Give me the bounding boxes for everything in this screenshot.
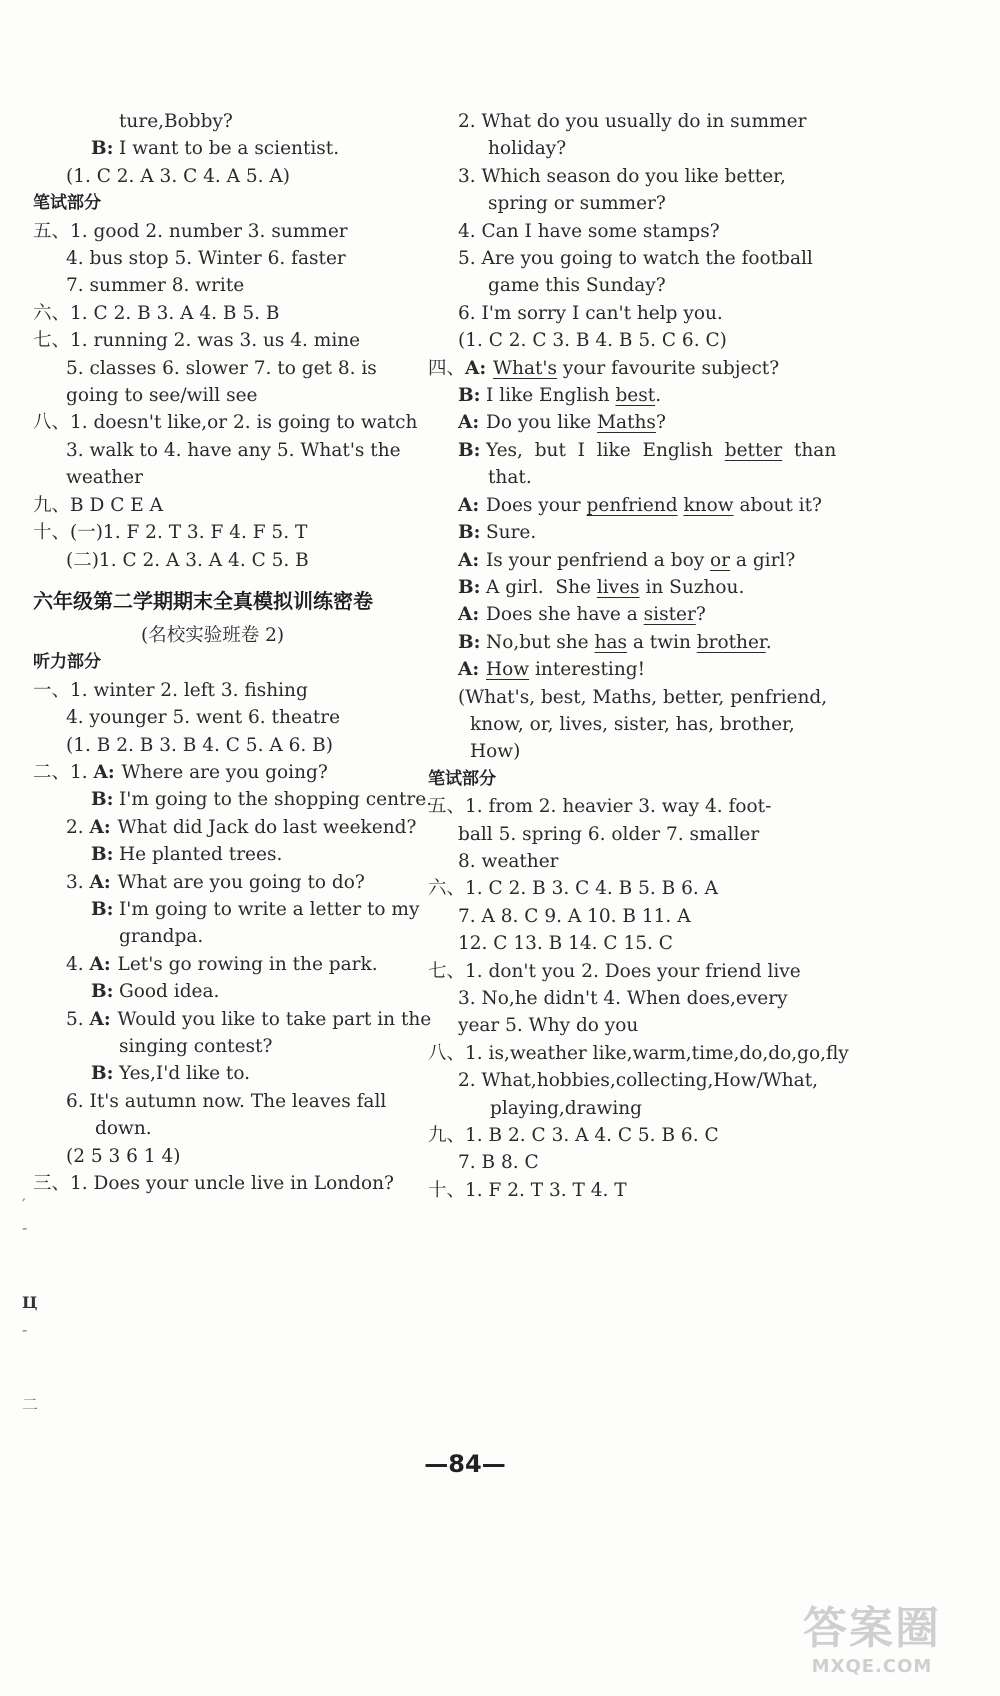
blank-answer: or: [710, 549, 731, 571]
question-line: game this Sunday?: [488, 275, 666, 297]
exam-title: 六年级第二学期期末全真模拟训练密卷: [33, 588, 373, 613]
answer-line: 12. C 13. B 14. C 15. C: [458, 933, 673, 955]
margin-mark: ′: [22, 1195, 26, 1214]
dialogue-line: [33, 869, 443, 896]
answer-line: 8. weather: [458, 850, 559, 872]
dialogue-text: a twin: [626, 631, 697, 653]
answer-line: 一、1. winter 2. left 3. fishing: [33, 679, 308, 701]
page-number: —84—: [424, 1450, 506, 1478]
answer-line: 4. bus stop 5. Winter 6. faster: [66, 248, 346, 270]
answer-line: 五、1. good 2. number 3. summer: [33, 220, 348, 242]
blank-answer: better: [724, 439, 783, 461]
margin-mark: Ц: [22, 1293, 38, 1312]
answer-key: know, or, lives, sister, has, brother,: [470, 713, 795, 735]
speaker-label: A:: [465, 357, 487, 379]
question-line: holiday?: [488, 138, 567, 160]
dialogue-text: .: [765, 631, 772, 653]
dialogue-text: I like English: [486, 385, 616, 407]
dialogue-text: ?: [695, 604, 706, 626]
item-number: 2.: [66, 816, 84, 838]
dialogue-line: [458, 629, 868, 656]
dialogue-line: [33, 759, 443, 786]
answer-key: (2 5 3 6 1 4): [66, 1145, 181, 1167]
answer-line: 4. younger 5. went 6. theatre: [66, 707, 341, 729]
blank-answer: sister: [643, 604, 696, 626]
dialogue-text: ?: [655, 412, 666, 434]
question-line: 三、1. Does your uncle live in London?: [33, 1173, 394, 1195]
dialogue-text: He planted trees.: [119, 844, 283, 866]
dialogue-line: [458, 382, 868, 409]
speaker-label: B:: [458, 439, 481, 461]
answer-key: (What's, best, Maths, better, penfriend,: [458, 686, 828, 708]
dialogue-text: I'm going to the shopping centre.: [119, 789, 433, 811]
answer-line: 7. B 8. C: [458, 1152, 539, 1174]
blank-answer: know: [683, 494, 734, 516]
answer-line: 五、1. from 2. heavier 3. way 4. foot-: [428, 796, 772, 818]
question-line: 2. What do you usually do in summer: [458, 111, 807, 132]
speaker-label: A:: [89, 1008, 111, 1030]
dialogue-line: [33, 896, 443, 923]
speaker-label: A:: [93, 761, 115, 783]
dialogue-text: Does your: [486, 494, 587, 516]
speaker-label: B:: [91, 138, 114, 160]
item-number: 5.: [66, 1008, 84, 1030]
text-line: 6. It's autumn now. The leaves fall: [66, 1090, 387, 1112]
answer-line: going to see/will see: [66, 385, 258, 407]
section-heading: 笔试部分: [33, 193, 101, 214]
dialogue-line: [458, 601, 868, 628]
speaker-label: B:: [91, 789, 114, 811]
dialogue-line: [33, 786, 443, 813]
dialogue-text: a girl?: [730, 549, 796, 571]
blank-answer: brother: [696, 631, 766, 653]
speaker-label: A:: [458, 549, 480, 571]
dialogue-text: Does she have a: [486, 604, 644, 626]
section-heading: 笔试部分: [428, 768, 496, 789]
answer-key: (1. C 2. A 3. C 4. A 5. A): [66, 165, 291, 187]
dialogue-line: [428, 355, 868, 382]
speaker-label: A:: [458, 412, 480, 434]
speaker-label: A:: [89, 871, 111, 893]
answer-line: 十、(一)1. F 2. T 3. F 4. F 5. T: [33, 522, 308, 544]
dialogue-text: your favourite subject?: [557, 357, 780, 379]
speaker-label: B:: [91, 844, 114, 866]
dialogue-line: [33, 814, 443, 841]
answer-line: 八、1. doesn't like,or 2. is going to watch: [33, 412, 418, 434]
margin-mark: -: [22, 1218, 28, 1237]
speaker-label: B:: [458, 576, 481, 598]
answer-line: 六、1. C 2. B 3. C 4. B 5. B 6. A: [428, 878, 719, 900]
dialogue-text: grandpa.: [119, 926, 204, 948]
answer-key: (1. B 2. B 3. B 4. C 5. A 6. B): [66, 734, 333, 756]
dialogue-text: Let's go rowing in the park.: [117, 953, 378, 975]
dialogue-line: [33, 1006, 443, 1033]
dialogue-line: [458, 519, 868, 546]
answer-line: 九、B D C E A: [33, 494, 163, 516]
dialogue-text: Good idea.: [119, 981, 220, 1003]
question-line: 3. Which season do you like better,: [458, 165, 786, 187]
dialogue-line: [33, 135, 443, 162]
answer-line: 7. A 8. C 9. A 10. B 11. A: [458, 905, 691, 927]
speaker-label: B:: [91, 1063, 114, 1085]
blank-answer: has: [594, 631, 627, 653]
left-column: [33, 108, 443, 1197]
right-column: [428, 108, 868, 1204]
speaker-label: A:: [89, 816, 111, 838]
answer-line: 7. summer 8. write: [66, 275, 245, 297]
dialogue-text: A girl. She: [486, 576, 597, 598]
margin-mark: 二: [22, 1395, 39, 1414]
answer-line: 六、1. C 2. B 3. A 4. B 5. B: [33, 302, 280, 324]
answer-line: 3. No,he didn't 4. When does,every: [458, 988, 788, 1009]
speaker-label: A:: [458, 659, 480, 681]
watermark-logo: 答案圈: [803, 1603, 941, 1654]
answer-line: 2. What,hobbies,collecting,How/What,: [458, 1070, 819, 1092]
answer-line: ball 5. spring 6. older 7. smaller: [458, 823, 760, 845]
dialogue-line: [458, 492, 868, 519]
blank-answer: Maths: [597, 412, 656, 434]
speaker-label: B:: [91, 981, 114, 1003]
section-heading: 听力部分: [33, 652, 101, 673]
dialogue-text: What are you going to do?: [117, 871, 365, 893]
blank-answer: best: [615, 385, 656, 407]
answer-line: weather: [66, 467, 143, 489]
question-line: 6. I'm sorry I can't help you.: [458, 302, 723, 324]
dialogue-line: [33, 1060, 443, 1087]
answer-line: year 5. Why do you: [458, 1015, 639, 1037]
dialogue-line: [458, 656, 868, 683]
blank-answer: lives: [596, 576, 640, 598]
question-line: 4. Can I have some stamps?: [458, 220, 720, 242]
answer-line: 七、1. don't you 2. Does your friend live: [428, 960, 801, 982]
answer-line: 3. walk to 4. have any 5. What's the: [66, 439, 401, 461]
dialogue-text: Is your penfriend a boy: [486, 549, 711, 571]
exam-subtitle: (名校实验班卷 2): [141, 624, 285, 646]
watermark-url: MXQE.COM: [811, 1656, 933, 1677]
item-number: 3.: [66, 871, 84, 893]
item-number: 4.: [66, 953, 84, 975]
item-number: 二、1.: [33, 761, 88, 783]
dialogue-line: [33, 978, 443, 1005]
dialogue-text: Would you like to take part in the: [117, 1008, 432, 1030]
watermark: [762, 1592, 982, 1682]
answer-line: playing,drawing: [490, 1097, 643, 1119]
speaker-label: A:: [458, 494, 480, 516]
speaker-label: B:: [458, 522, 481, 544]
answer-key: How): [470, 741, 521, 763]
text-line: ture,Bobby?: [119, 111, 233, 132]
speaker-label: B:: [458, 385, 481, 407]
blank-answer: penfriend: [586, 494, 678, 516]
answer-line: (二)1. C 2. A 3. A 4. C 5. B: [66, 549, 309, 571]
dialogue-line: [458, 547, 868, 574]
answer-key: (1. C 2. C 3. B 4. B 5. C 6. C): [458, 330, 727, 352]
dialogue-line: [33, 841, 443, 868]
dialogue-text: that.: [488, 467, 532, 489]
dialogue-text: I want to be a scientist.: [119, 138, 340, 160]
dialogue-text: about it?: [733, 494, 822, 516]
dialogue-text: I'm going to write a letter to my: [119, 898, 420, 920]
answer-line: 十、1. F 2. T 3. T 4. T: [428, 1179, 627, 1201]
dialogue-text: Sure.: [486, 522, 537, 544]
dialogue-text: in Suzhou.: [639, 576, 745, 598]
dialogue-text: No,but she: [486, 631, 595, 653]
dialogue-text: Do you like: [486, 412, 598, 434]
question-line: spring or summer?: [488, 193, 666, 215]
margin-mark: -: [22, 1320, 28, 1339]
dialogue-text: singing contest?: [119, 1036, 273, 1057]
blank-answer: How: [486, 659, 530, 681]
speaker-label: B:: [458, 631, 481, 653]
answer-line: 九、1. B 2. C 3. A 4. C 5. B 6. C: [428, 1125, 719, 1147]
dialogue-text: than: [782, 439, 837, 461]
speaker-label: A:: [458, 604, 480, 626]
dialogue-text: Yes,I'd like to.: [119, 1063, 251, 1085]
dialogue-text: interesting!: [529, 659, 646, 681]
question-line: 5. Are you going to watch the football: [458, 248, 813, 270]
answer-line: 七、1. running 2. was 3. us 4. mine: [33, 330, 361, 352]
speaker-label: B:: [91, 898, 114, 920]
speaker-label: A:: [89, 953, 111, 975]
dialogue-text: Yes, but I like English: [486, 439, 725, 461]
dialogue-text: Where are you going?: [121, 761, 328, 783]
answer-line: 5. classes 6. slower 7. to get 8. is: [66, 357, 377, 379]
dialogue-line: [458, 409, 868, 436]
blank-answer: What's: [493, 357, 557, 379]
text-line: down.: [95, 1118, 152, 1140]
dialogue-line: [33, 951, 443, 978]
dialogue-line: [458, 574, 868, 601]
dialogue-text: .: [655, 385, 662, 407]
answer-line: 八、1. is,weather like,warm,time,do,do,go,fly: [428, 1042, 849, 1064]
dialogue-text: What did Jack do last weekend?: [117, 816, 417, 838]
dialogue-line: [458, 437, 868, 464]
section-number: 四、: [428, 357, 466, 379]
